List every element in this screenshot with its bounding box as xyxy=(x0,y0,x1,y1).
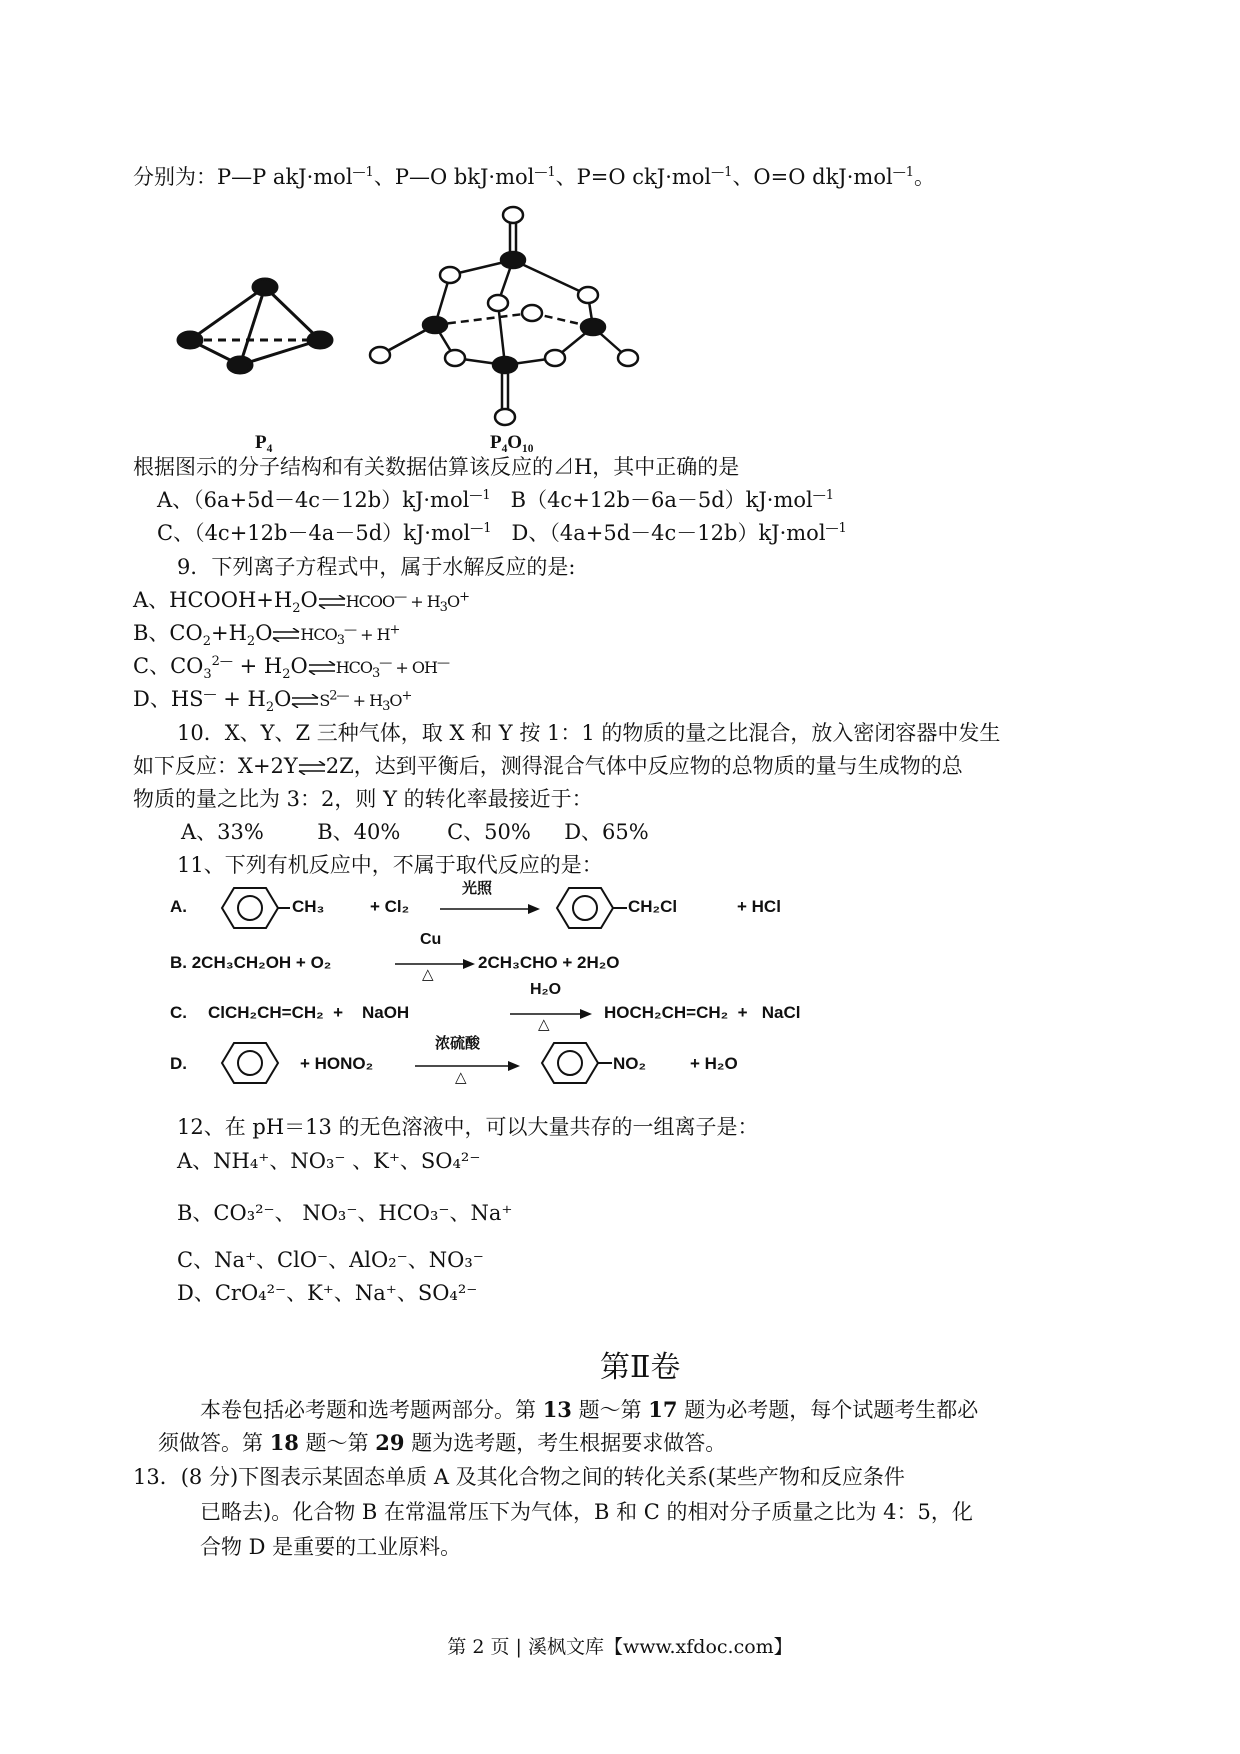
q12-option-c: C、Na⁺、ClO⁻、AlO₂⁻、NO₃⁻ xyxy=(177,1248,484,1272)
q12-option-a: A、NH₄⁺、NO₃⁻ 、K⁺、SO₄²⁻ xyxy=(177,1149,481,1173)
equilibrium-arrow-icon xyxy=(318,595,346,609)
q8-stem: 根据图示的分子结构和有关数据估算该反应的⊿H，其中正确的是 xyxy=(133,455,740,479)
q12-option-b: B、CO₃²⁻、 NO₃⁻、HCO₃⁻、Na⁺ xyxy=(177,1201,513,1225)
benzene-ring-icon xyxy=(210,1040,290,1086)
equilibrium-arrow-icon xyxy=(291,694,319,708)
q10-options: A、33% B、40% C、50% D、65% xyxy=(181,820,649,844)
reaction-arrow-icon xyxy=(415,1060,520,1072)
q8-options-ab: A、（6a+5d－4c－12b）kJ·mol$^{—1}$ B（4c+12b－6a－5d）kJ·mol$^{—1}$ xyxy=(157,488,835,512)
q9-option-b: B、$CO_2+H_2O$ $HCO_3^— + H^+$ xyxy=(133,621,400,650)
section-title: 第Ⅱ卷 xyxy=(600,1350,681,1385)
q9-option-d: D、$HS^— + H_2O$ $S^{2—} + H_3O^+$ xyxy=(133,687,412,716)
p4o10-structure xyxy=(370,207,638,425)
equilibrium-arrow-icon xyxy=(298,761,326,775)
q13-line1: 13．(8 分)下图表示某固态单质 A 及其化合物之间的转化关系(某些产物和反应条件 xyxy=(133,1465,905,1489)
label-p4o10: P₄O₁₀ xyxy=(490,432,534,453)
reaction-arrow-icon xyxy=(395,958,475,970)
page-footer: 第 2 页 | 溪枫文库【www.xfdoc.com】 xyxy=(447,1636,793,1658)
equilibrium-arrow-icon xyxy=(272,628,300,642)
benzene-ring-icon xyxy=(210,885,290,931)
q9-stem: 9．下列离子方程式中，属于水解反应的是: xyxy=(177,555,576,579)
q8-options-cd: C、（4c+12b－4a－5d）kJ·mol$^{—1}$ D、（4a+5d－4c－12b）kJ·mol$^{—1}$ xyxy=(157,521,847,545)
equilibrium-arrow-icon xyxy=(308,661,336,675)
section-intro-line1: 本卷包括必考题和选考题两部分。第 13 题～第 17 题为必考题，每个试题考生都必 xyxy=(200,1397,979,1422)
label-p4: P₄ xyxy=(255,432,273,453)
q10-line1: 10．X、Y、Z 三种气体，取 X 和 Y 按 1：1 的物质的量之比混合，放入密闭容器中发生 xyxy=(177,721,1001,745)
reaction-arrow-icon xyxy=(440,903,540,915)
bond-energy-line: 分别为：P—P akJ·mol$^{—1}$、P—O bkJ·mol$^{—1}$、P=O ckJ·mol$^{—1}$、O=O dkJ·mol$^{—1}$。 xyxy=(133,165,935,189)
q9-option-a: A、$HCOOH+H_2O$ HCOO— + $H_3O^+$ xyxy=(133,588,469,617)
q11-stem: 11、下列有机反应中，不属于取代反应的是： xyxy=(177,853,603,877)
q13-line2: 已略去)。化合物 B 在常温常压下为气体，B 和 C 的相对分子质量之比为 4：5，化 xyxy=(200,1500,973,1524)
section-intro-line2: 须做答。第 18 题～第 29 题为选考题，考生根据要求做答。 xyxy=(158,1430,727,1455)
q12-option-d: D、CrO₄²⁻、K⁺、Na⁺、SO₄²⁻ xyxy=(177,1281,478,1305)
q12-stem: 12、在 pH＝13 的无色溶液中，可以大量共存的一组离子是： xyxy=(177,1115,759,1139)
q10-line2: 如下反应：X+2Y 2Z，达到平衡后，测得混合气体中反应物的总物质的量与生成物的总 xyxy=(133,754,963,778)
molecule-figure xyxy=(170,205,680,455)
q10-line3: 物质的量之比为 3：2，则 Y 的转化率最接近于： xyxy=(133,787,593,811)
q13-line3: 合物 D 是重要的工业原料。 xyxy=(200,1535,462,1559)
p4-structure xyxy=(178,279,332,373)
reaction-arrow-icon xyxy=(510,1008,592,1020)
q9-option-c: C、$CO_3^{2—} + H_2O$ $HCO_3^— + OH^—$ xyxy=(133,654,449,683)
